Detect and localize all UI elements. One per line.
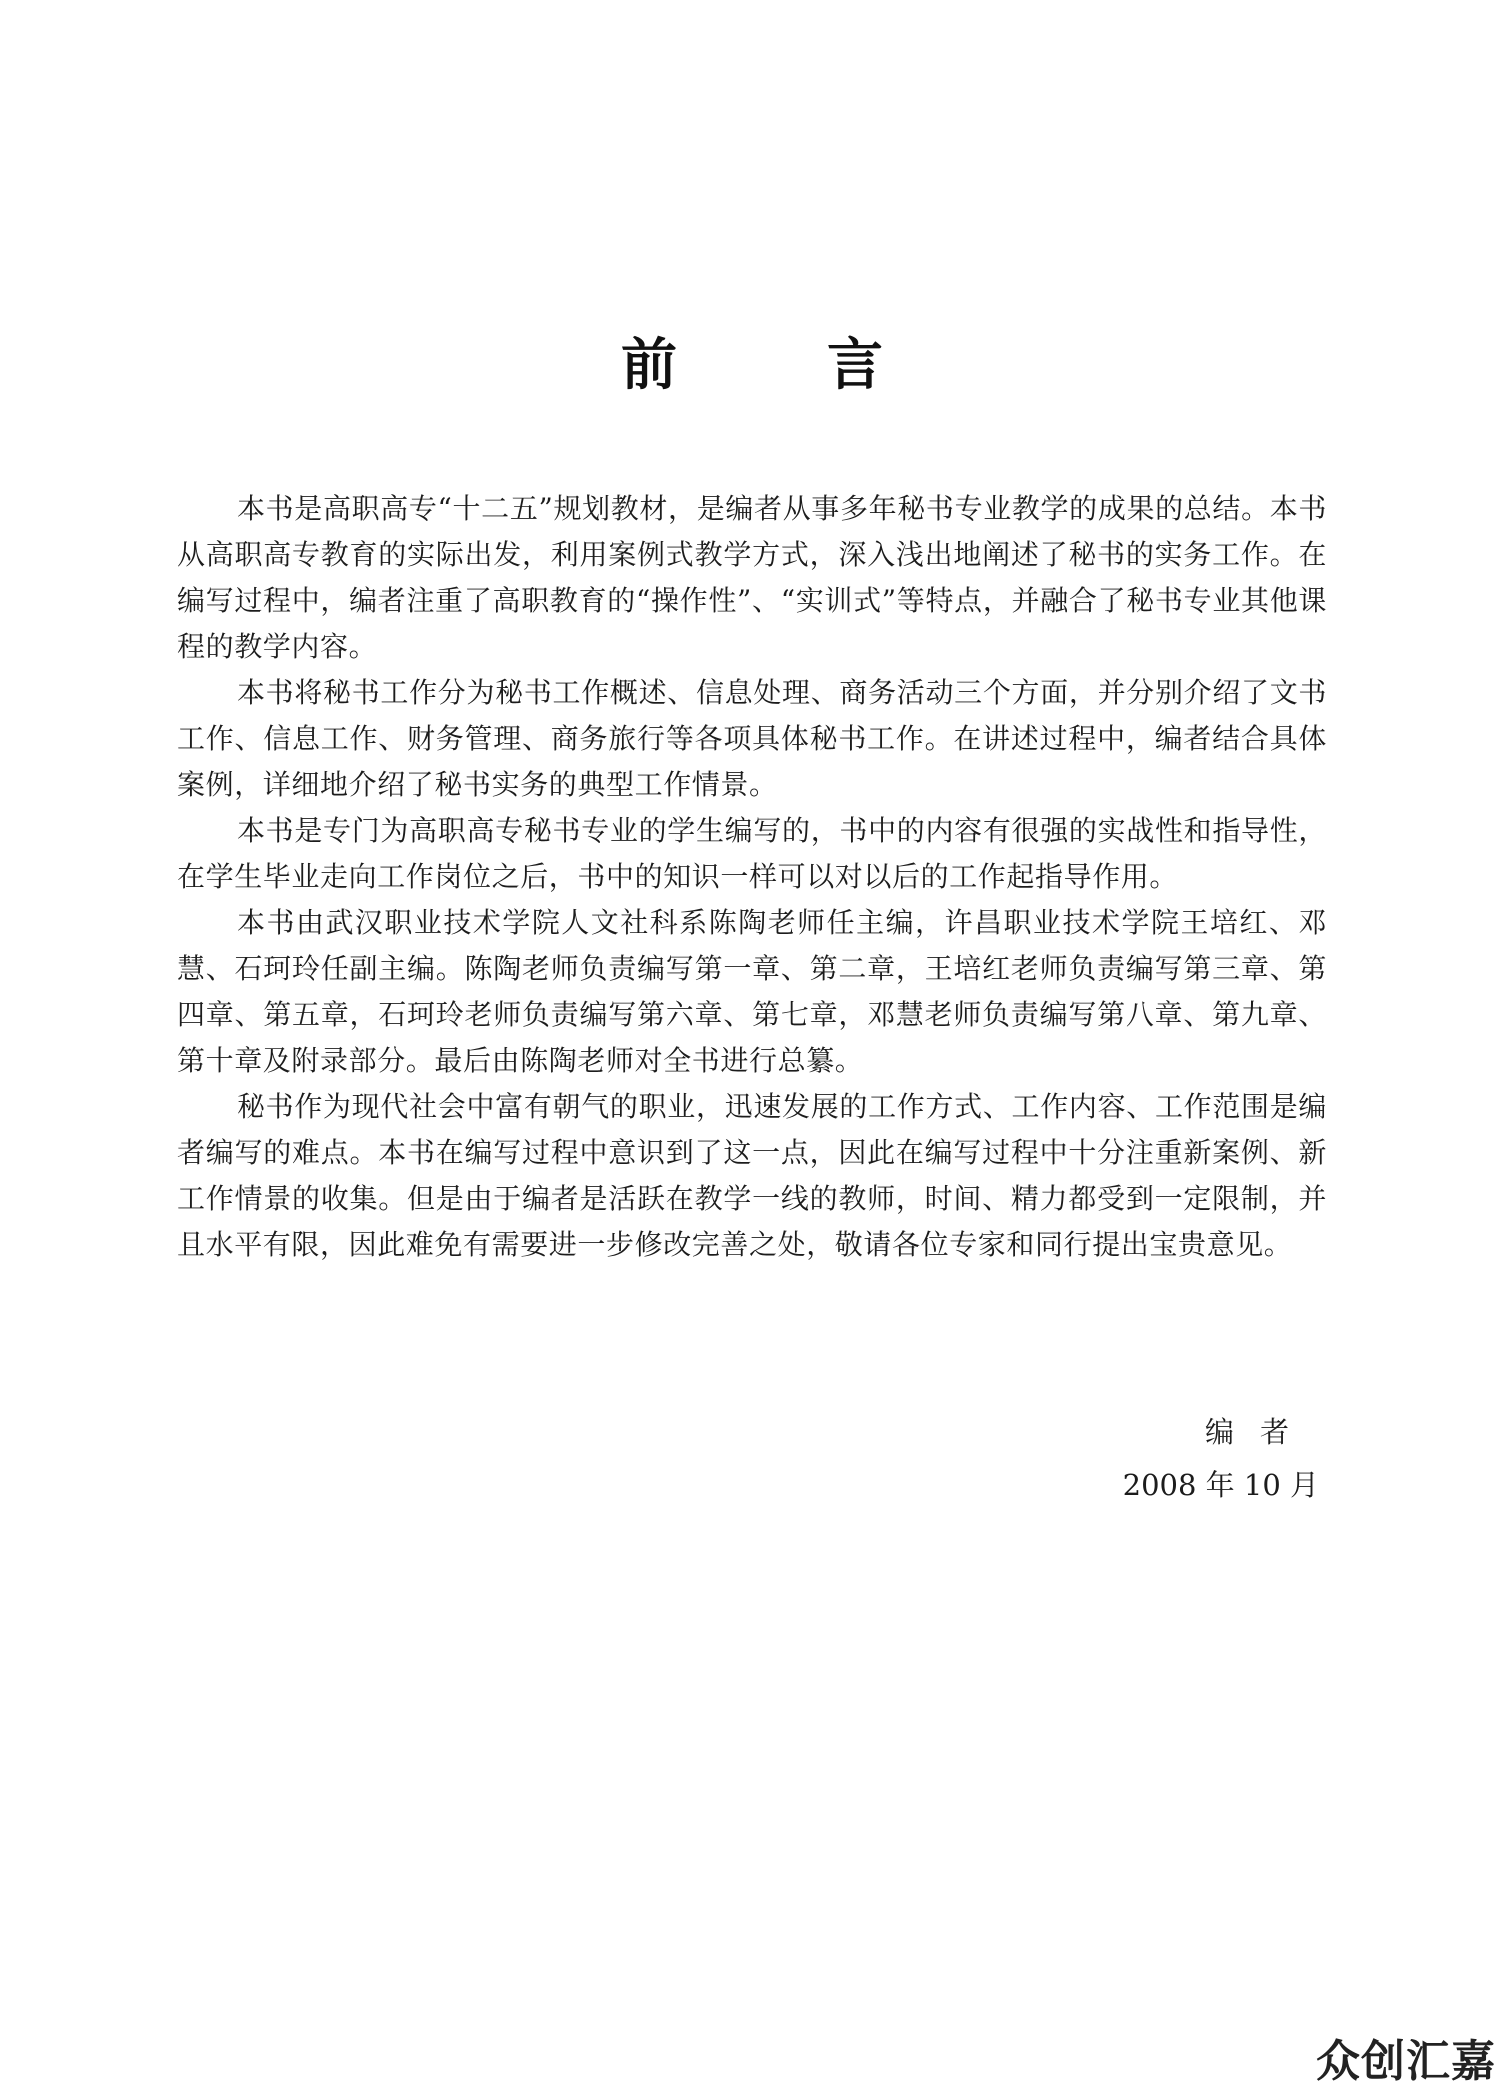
paragraph-2: 本书将秘书工作分为秘书工作概述、信息处理、商务活动三个方面，并分别介绍了文书工作、信息工作、财务管理、商务旅行等各项具体秘书工作。在讲述过程中，编者结合具体案例，详细地介绍了秘书实务的典型工作情景。 [177, 676, 1327, 801]
preface-body [177, 486, 1327, 1268]
paragraph-1: 本书是高职高专“十二五”规划教材，是编者从事多年秘书专业教学的成果的总结。本书从高职高专教育的实际出发，利用案例式教学方式，深入浅出地阐述了秘书的实务工作。在编写过程中，编者注重了高职教育的“操作性”、“实训式”等特点，并融合了秘书专业其他课程的教学内容。 [177, 492, 1327, 663]
paragraph-3: 本书是专门为高职高专秘书专业的学生编写的，书中的内容有很强的实战性和指导性，在学生毕业走向工作岗位之后，书中的知识一样可以对以后的工作起指导作用。 [177, 814, 1327, 893]
page-title: 前言 [621, 332, 1033, 398]
signature-author: 编者 [1205, 1415, 1316, 1449]
paragraph-4: 本书由武汉职业技术学院人文社科系陈陶老师任主编，许昌职业技术学院王培红、邓慧、石珂玲任副主编。陈陶老师负责编写第一章、第二章，王培红老师负责编写第三章、第四章、第五章，石珂玲老师负责编写第六章、第七章，邓慧老师负责编写第八章、第九章、第十章及附录部分。最后由陈陶老师对全书进行总纂。 [177, 906, 1327, 1077]
watermark-logo: 众创汇嘉 [1316, 2036, 1496, 2087]
signature-date: 2008 年 10 月 [1122, 1468, 1319, 1502]
paragraph-5: 秘书作为现代社会中富有朝气的职业，迅速发展的工作方式、工作内容、工作范围是编者编写的难点。本书在编写过程中意识到了这一点，因此在编写过程中十分注重新案例、新工作情景的收集。但是由于编者是活跃在教学一线的教师，时间、精力都受到一定限制，并且水平有限，因此难免有需要进一步修改完善之处，敬请各位专家和同行提出宝贵意见。 [177, 1090, 1327, 1261]
